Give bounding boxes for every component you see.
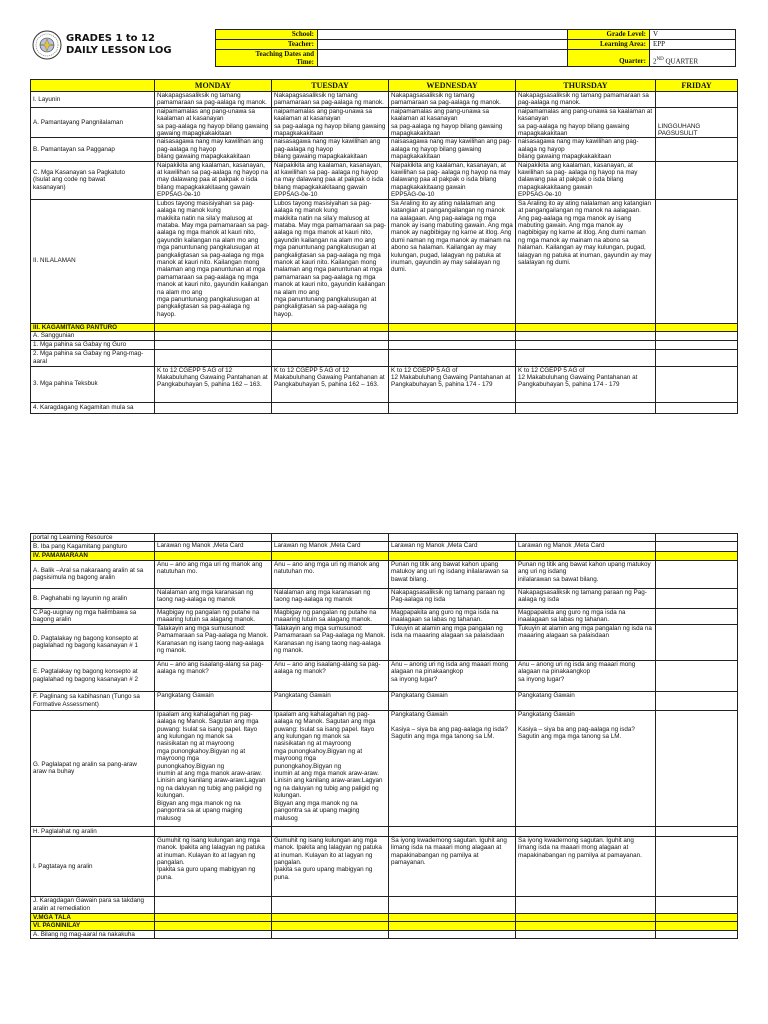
teacher-label: Teacher: — [216, 40, 318, 50]
section-label-mga-tala: V.MGA TALA — [31, 913, 155, 921]
quarter-value — [650, 50, 736, 67]
cell-tuesday: naisasagawa nang may kawilihan ang pag-aalaga ng hayop bilang gawaing mapagkakakitaan — [272, 138, 389, 161]
cell-wednesday — [389, 402, 516, 413]
cell-monday — [155, 332, 272, 340]
cell-monday: Pangkatang Gawain — [155, 691, 272, 710]
row-label: J. Karagdagan Gawain para sa takdang aralin at remediation — [31, 896, 155, 913]
table-row — [31, 138, 738, 161]
table-row — [31, 691, 738, 710]
cell-thursday — [516, 534, 656, 542]
table-row — [31, 710, 738, 826]
cell-thursday: Anu – anong uri ng isda ang maaari mong alagaan na pinakaangkop sa inyong lugar? — [516, 660, 656, 691]
row-label: 2. Mga pahina sa Gabay ng Pang-mag-aaral — [31, 349, 155, 366]
cell-thursday — [516, 349, 656, 366]
cell-monday: naipamamalas ang pang-unawa sa kaalaman at kasanayan sa pag-aalaga ng hayop bilang gawaing gawaing mapagkakakitaan — [155, 107, 272, 138]
cell-monday — [155, 402, 272, 413]
table-row — [31, 349, 738, 366]
cell-thursday — [516, 896, 656, 913]
cell-friday — [656, 340, 738, 349]
cell-friday — [656, 534, 738, 542]
cell-wednesday — [389, 534, 516, 542]
cell-friday — [656, 588, 738, 608]
cell-monday: Anu – ano ang mga uri ng manok ang natutuhan mo. — [155, 560, 272, 588]
section-label-kagamitan: III. KAGAMITANG PANTURO — [31, 323, 155, 331]
cell-wednesday: naisasagawa nang may kawilihan ang pag-aalaga ng hayop bilang gawaing mapagkakakitaan — [389, 138, 516, 161]
table-row — [31, 560, 738, 588]
cell-monday: naisasagawa nang may kawilihan ang pag-aalaga ng hayop bilang gawaing mapagkakakitaan — [155, 138, 272, 161]
table-row — [31, 107, 738, 138]
cell-friday — [656, 710, 738, 826]
cell-tuesday — [272, 534, 389, 542]
section-row-kagamitan — [31, 323, 738, 331]
cell-monday: Naipakikita ang kaalaman, kasanayan, at kawilihan sa pag-aalaga ng hayop na may dalawang paa at pakpak o isda bilang mapagkakakitaang gawain EPP5AG-0e-10 — [155, 161, 272, 199]
cell-wednesday: Sa Araling ito ay ating nalalaman ang katangian at pangangailangan ng manok na aalagaan. Ang pag-aalaga ng mga manok ay isang mabuting gawain. Ang mga manok ay nagbibigay ng karne at itlog. Ang dumi naman ng mga manok ay mainam na abono sa halaman. Kailangan ay may kulungan, pugad, lalagyan ng patuka at inuman, gayundin ay may salalayan ng dumi. — [389, 199, 516, 323]
cell-tuesday — [272, 340, 389, 349]
cell-friday — [656, 92, 738, 108]
cell-wednesday: naipamamalas ang pang-unawa sa kaalaman at kasanayan sa pag-aalaga ng hayop bilang gawaing mapagkakakitaan — [389, 107, 516, 138]
cell-wednesday: Punan ng titik ang bawat kahon upang matukoy ang uri ng isdang inilalarawan sa bawat bilang. — [389, 560, 516, 588]
cell-wednesday: Larawan ng Manok ,Meta Card — [389, 542, 516, 552]
row-label: H. Paglalahat ng aralin — [31, 826, 155, 836]
cell-tuesday: Ipaalam ang kahalagahan ng pag-aalaga ng Manok. Sagutan ang mga puwang: Isulat sa isang papel. Itayo ang kulungan ng manok sa nasisikatan ng at mayroong mga punongkahoy.Bigyan ng at mayroong mga punongkahoy.Bigyan ng inumin at ang mga manok araw-araw. Linisin ang kanilang araw-araw.Lagyan ng na daluyan ng tubig ang paligid ng kulungan. Bigyan ang mga manok ng na pangontra sa at upang maging malusog — [272, 710, 389, 826]
cell-friday — [656, 691, 738, 710]
cell-tuesday — [272, 896, 389, 913]
lesson-table-page-2 — [30, 533, 738, 939]
cell-friday — [656, 608, 738, 624]
quarter-number: 2 — [653, 57, 657, 65]
title-line-1: GRADES 1 to 12 — [66, 33, 155, 44]
cell-monday: K to 12 CGEPP 5 AG of 12 Makabuluhang Gawaing Pantahanan at Pangkabuhayan 5, pahina 162 – 163. — [155, 366, 272, 402]
cell-wednesday: Naipakikita ang kaalaman, kasanayan, at kawilihan sa pag- aalaga ng hayop na may dalawang paa at pakpak o isda bilang mapagkakakitaang gawain EPP5AG-0e-10 — [389, 161, 516, 199]
day-header-monday: MONDAY — [155, 80, 272, 92]
cell-thursday: Magpapakita ang guro ng mga isda na inaalagaan sa labas ng tahanan. — [516, 608, 656, 624]
cell-tuesday: Lubos tayong masisiyahan sa pag-aalaga ng manok kung makikita natin na sila'y malusog at mataba. May mga pamamaraan sa pag-aalaga ng mga manok at kauri nito, gayundin kailangan na alam mo ang mga panuntunang pangkalusugan at pangkaligtasan sa pag-aalaga ng mga manok at kauri nito. Kailangan mong malaman ang mga panuntunan at mga pamamaraan sa pag-aalaga ng mga manok at kauri nito, gayundin kailangan na alam mo ang mga panuntunang pangkalusugan at pangkaligtasan sa pag-aalaga ng hayop. — [272, 199, 389, 323]
cell-tuesday — [272, 349, 389, 366]
day-header-thursday: THURSDAY — [516, 80, 656, 92]
deped-seal-logo — [32, 30, 62, 60]
cell-wednesday — [389, 332, 516, 340]
cell-monday: Anu – ano ang isaalang-alang sa pag-aalaga ng manok? — [155, 660, 272, 691]
cell-monday: Talakayin ang mga sumusunod: Pamamaraan sa Pag-aalaga ng Manok. Karanasan ng isang taong nag-aalaga ng manok. — [155, 624, 272, 660]
cell-wednesday: Pangkatang Gawain — [389, 691, 516, 710]
cell-tuesday — [272, 402, 389, 413]
cell-thursday: naipamamalas ang pang-unawa sa kaalaman at kasanayan sa pag-aalaga ng hayop bilang gawaing mapagkakakitaan — [516, 107, 656, 138]
table-row — [31, 199, 738, 323]
cell-monday — [155, 896, 272, 913]
cell-friday — [656, 199, 738, 323]
row-label: F. Paglinang sa kabihasnan (Tungo sa Formative Assessment) — [31, 691, 155, 710]
table-row — [31, 624, 738, 660]
cell-monday: Ipaalam ang kahalagahan ng pag-aalaga ng Manok. Sagutan ang mga puwang: Isulat sa isang papel. Itayo ang kulungan ng manok sa nasisikatan ng at mayroong mga punongkahoy.Bigyan ng at mayroong mga punongkahoy.Bigyan ng inumin at ang mga manok araw-araw. Linisin ang kanilang araw-araw.Lagyan ng na daluyan ng tubig ang paligid ng kulungan. Bigyan ang mga manok ng na pangontra sa at upang maging malusog — [155, 710, 272, 826]
section-label-pamamaraan: IV. PAMAMARAAN — [31, 552, 155, 560]
cell-monday: Nalalaman ang mga karanasan ng taong nag-aalaga ng manok — [155, 588, 272, 608]
school-label: School: — [216, 30, 318, 40]
table-row — [31, 340, 738, 349]
section-row-mga-tala — [31, 913, 738, 921]
table-row — [31, 92, 738, 108]
cell-friday — [656, 930, 738, 938]
cell-thursday: K to 12 CGEPP 5 AG of 12 Makabuluhang Gawaing Pantahanan at Pangkabuhayan 5, pahina 174 - 179 — [516, 366, 656, 402]
cell-thursday — [516, 930, 656, 938]
grade-level-label: Grade Level: — [568, 30, 650, 40]
cell-thursday: Naipakikita ang kaalaman, kasanayan, at kawilihan sa pag- aalaga ng hayop na may dalawang paa at pakpak o isda bilang mapagkakakitaang gawain EPP5AG-0e-10 — [516, 161, 656, 199]
cell-friday — [656, 624, 738, 660]
quarter-word: QUARTER — [663, 57, 699, 65]
cell-friday — [656, 366, 738, 402]
cell-monday: Magbigay ng pangalan ng putahe na maaaring lutuin sa alagang manok. — [155, 608, 272, 624]
cell-thursday — [516, 332, 656, 340]
row-label: 4. Karagdagang Kagamitan mula sa — [31, 402, 155, 413]
cell-thursday: Pangkatang Gawain — [516, 691, 656, 710]
cell-friday — [656, 542, 738, 552]
cell-tuesday — [272, 930, 389, 938]
cell-thursday: Punan ng titik ang bawat kahon upang matukoy ang uri ng isdang inilalarawan sa bawat bilang. — [516, 560, 656, 588]
day-header-blank — [31, 80, 155, 92]
row-label: B. Iba pang Kagamitang pangturo — [31, 542, 155, 552]
table-row — [31, 332, 738, 340]
row-label: A. Pamantayang Pangnilalaman — [31, 107, 155, 138]
row-label: 3. Mga pahina Teksbuk — [31, 366, 155, 402]
day-header-wednesday: WEDNESDAY — [389, 80, 516, 92]
cell-friday — [656, 660, 738, 691]
cell-wednesday: Anu – anong uri ng isda ang maaari mong alagaan na pinakaangkop sa inyong lugar? — [389, 660, 516, 691]
cell-thursday: Nakapagsasaliksik ng tamang paraan ng Pag-aalaga ng isda — [516, 588, 656, 608]
cell-monday: Gumuhit ng isang kulungan ang mga manok. Ipakita ang lalagyan ng patuka at inuman. Kulayan ito at lagyan ng pangalan. Ipakita sa guro upang mabigyan ng puna. — [155, 836, 272, 896]
cell-thursday: Tukuyin at alamin ang mga pangalan ng isda na maaaring alagaan sa palaisdaan — [516, 624, 656, 660]
header-info-table — [215, 29, 736, 67]
cell-tuesday: Anu – ano ang isaalang-alang sa pag-aalaga ng manok? — [272, 660, 389, 691]
row-label: I. Pagtataya ng aralin — [31, 836, 155, 896]
cell-wednesday: Nakapagsasaliksik ng tamang paraan ng Pag-aalaga ng isda — [389, 588, 516, 608]
cell-tuesday — [272, 332, 389, 340]
table-row — [31, 542, 738, 552]
row-label: C.Pag-uugnay ng mga halimbawa sa bagong aralin — [31, 608, 155, 624]
cell-thursday: Sa iyong kwadernong sagutan. Iguhit ang limang isda na maaari mong alagaan at mapakinabangan ng pamilya at pamayanan. — [516, 836, 656, 896]
table-row — [31, 161, 738, 199]
row-label: 1. Mga pahina sa Gabay ng Guro — [31, 340, 155, 349]
cell-monday — [155, 349, 272, 366]
cell-wednesday — [389, 340, 516, 349]
cell-monday: Nakapagsasaliksik ng tamang pamamaraan sa pag-aalaga ng manok. — [155, 92, 272, 108]
row-label: I. Layunin — [31, 92, 155, 108]
cell-monday — [155, 826, 272, 836]
teaching-dates-label — [216, 50, 318, 67]
learning-area-label: Learning Area: — [568, 40, 650, 50]
cell-thursday — [516, 402, 656, 413]
cell-friday — [656, 161, 738, 199]
cell-thursday: naisasagawa nang may kawilihan ang pag-aalaga ng hayop bilang gawaing mapagkakakitaan — [516, 138, 656, 161]
title-line-2: DAILY LESSON LOG — [66, 45, 172, 56]
teaching-dates-label-2: Time: — [296, 58, 314, 66]
table-row — [31, 930, 738, 938]
table-row — [31, 826, 738, 836]
grade-level-value: V — [650, 30, 736, 40]
row-label: A. Bilang ng mag-aaral na nakakuha — [31, 930, 155, 938]
school-value — [318, 30, 568, 40]
cell-tuesday: Nalalaman ang mga karanasan ng taong nag-aalaga ng manok — [272, 588, 389, 608]
cell-wednesday: Nakapagsasaliksik ng tamang pamamaraan sa pag-aalaga ng manok. — [389, 92, 516, 108]
cell-wednesday — [389, 896, 516, 913]
teaching-dates-value — [318, 50, 568, 67]
row-label: II. NILALAMAN — [31, 199, 155, 323]
cell-friday — [656, 138, 738, 161]
quarter-label: Quarter: — [568, 50, 650, 67]
row-label: E. Pagtalakay ng bagong konsepto at paglalahad ng bagong kasanayan # 2 — [31, 660, 155, 691]
cell-tuesday: Larawan ng Manok ,Meta Card — [272, 542, 389, 552]
cell-friday — [656, 826, 738, 836]
table-row — [31, 402, 738, 413]
row-label: B. Paghahabi ng layunin ng aralin — [31, 588, 155, 608]
cell-wednesday — [389, 930, 516, 938]
day-header-friday: FRIDAY — [656, 80, 738, 92]
teaching-dates-label-1: Teaching Dates and — [255, 50, 314, 58]
row-label: D. Pagtalakay ng bagong konsepto at paglalahad ng bagong kasanayan # 1 — [31, 624, 155, 660]
cell-tuesday: Naipakikita ang kaalaman, kasanayan, at kawilihan sa pag- aalaga ng hayop na may dalawang paa at pakpak o isda bilang mapagkakakitaang gawain EPP5AG-0e-10 — [272, 161, 389, 199]
cell-friday — [656, 560, 738, 588]
cell-tuesday: K to 12 CGEPP 5 AG of 12 Makabuluhang Gawaing Pantahanan at Pangkabuhayan 5, pahina 162 – 163. — [272, 366, 389, 402]
row-label: C. Mga Kasanayan sa Pagkatuto (Isulat ang code ng bawat kasanayan) — [31, 161, 155, 199]
table-row — [31, 534, 738, 542]
teacher-value — [318, 40, 568, 50]
cell-monday — [155, 340, 272, 349]
row-label: G. Paglalapat ng aralin sa pang-araw araw na buhay — [31, 710, 155, 826]
table-row — [31, 896, 738, 913]
day-header-row — [31, 80, 738, 92]
cell-tuesday: Magbigay ng pangalan ng putahe na maaaring lutuin sa alagang manok. — [272, 608, 389, 624]
cell-friday — [656, 836, 738, 896]
row-label: portal ng Learning Resource — [31, 534, 155, 542]
section-label-pagninilay: VI. PAGNINILAY — [31, 922, 155, 930]
cell-wednesday: K to 12 CGEPP 5 AG of 12 Makabuluhang Gawaing Pantahanan at Pangkabuhayan 5, pahina 174 - 179 — [389, 366, 516, 402]
cell-thursday: Sa Araling ito ay ating nalalaman ang katangian at pangangailangan ng manok na aalagaan. Ang pag-aalaga ng mga manok ay isang mabuting gawain. Ang mga manok ay nagbibigay ng karne at itlog. Ang dumi naman ng mga manok ay mainam na abono sa halaman. Kailangan ay may kulungan, pugad, lalagyan ng patuka at inuman, gayundin ay may salalayan ng dumi. — [516, 199, 656, 323]
table-row — [31, 588, 738, 608]
cell-thursday: Pangkatang Gawain Kasiya – siya ba ang pag-aalaga ng isda? Sagutin ang mga mga tanong sa LM. — [516, 710, 656, 826]
cell-tuesday: Nakapagsasaliksik ng tamang pamamaraan sa pag-aalaga ng manok. — [272, 92, 389, 108]
section-row-pagninilay — [31, 922, 738, 930]
cell-thursday — [516, 826, 656, 836]
cell-monday: Lubos tayong masisiyahan sa pag-aalaga ng manok kung makikita natin na sila'y malusog at mataba. May mga pamamaraan sa pag-aalaga ng mga manok at kauri nito, gayundin kailangan na alam mo ang mga panuntunang pangkalusugan at pangkaligtasan sa pag-aalaga ng mga manok at kauri nito. Kailangan mong malaman ang mga panuntunan at mga pamamaraan sa pag-aalaga ng mga manok at kauri nito, gayundin kailangan na alam mo ang mga panuntunang pangkalusugan at pangkaligtasan sa pag-aalaga ng hayop. — [155, 199, 272, 323]
cell-wednesday: Sa iyong kwadernong sagutan. Iguhit ang limang isda na maaari mong alagaan at mapakinabangan ng pamilya at pamayanan. — [389, 836, 516, 896]
cell-friday — [656, 402, 738, 413]
cell-tuesday: Gumuhit ng isang kulungan ang mga manok. Ipakita ang lalagyan ng patuka at inuman. Kulayan ito at lagyan ng pangalan. Ipakita sa guro upang mabigyan ng puna. — [272, 836, 389, 896]
cell-wednesday: Pangkatang Gawain Kasiya – siya ba ang pag-aalaga ng isda? Sagutin ang mga mga tanong sa LM. — [389, 710, 516, 826]
day-header-tuesday: TUESDAY — [272, 80, 389, 92]
section-row-pamamaraan — [31, 552, 738, 560]
cell-friday — [656, 349, 738, 366]
cell-monday — [155, 534, 272, 542]
table-row — [31, 366, 738, 402]
table-row — [31, 836, 738, 896]
cell-tuesday — [272, 826, 389, 836]
cell-friday: LINGGUHANG PAGSUSULIT — [656, 107, 738, 138]
cell-tuesday: naipamamalas ang pang-unawa sa kaalaman at kasanayan sa pag-aalaga ng hayop bilang gawaing mapagkakakitaan — [272, 107, 389, 138]
cell-thursday — [516, 340, 656, 349]
table-row — [31, 660, 738, 691]
cell-tuesday: Anu – ano ang mga uri ng manok ang natutuhan mo. — [272, 560, 389, 588]
lesson-table-page-1 — [30, 79, 738, 414]
cell-monday — [155, 930, 272, 938]
cell-friday — [656, 332, 738, 340]
cell-wednesday — [389, 826, 516, 836]
row-label: A. Balik –Aral sa nakaraang aralin at sa pagsisimula ng bagong aralin — [31, 560, 155, 588]
cell-wednesday: Tukuyin at alamin ang mga pangalan ng isda na maaaring alagaan sa palaisdaan — [389, 624, 516, 660]
cell-wednesday: Magpapakita ang guro ng mga isda na inaalagaan sa labas ng tahanan. — [389, 608, 516, 624]
cell-friday — [656, 896, 738, 913]
cell-tuesday: Talakayin ang mga sumusunod: Pamamaraan sa Pag-aalaga ng Manok. Karanasan ng isang taong nag-aalaga ng manok. — [272, 624, 389, 660]
cell-tuesday: Pangkatang Gawain — [272, 691, 389, 710]
table-row — [31, 608, 738, 624]
quarter-suffix: ND — [656, 56, 664, 62]
cell-thursday: Larawan ng Manok ,Meta Card — [516, 542, 656, 552]
row-label: B. Pamantayan sa Pagganap — [31, 138, 155, 161]
row-label: A. Sanggunian — [31, 332, 155, 340]
cell-monday: Larawan ng Manok ,Meta Card — [155, 542, 272, 552]
learning-area-value: EPP — [650, 40, 736, 50]
document-title — [66, 33, 172, 57]
cell-wednesday — [389, 349, 516, 366]
cell-thursday: Nakapagsasaliksik ng tamang pamamaraan sa pag-aalaga ng manok. — [516, 92, 656, 108]
